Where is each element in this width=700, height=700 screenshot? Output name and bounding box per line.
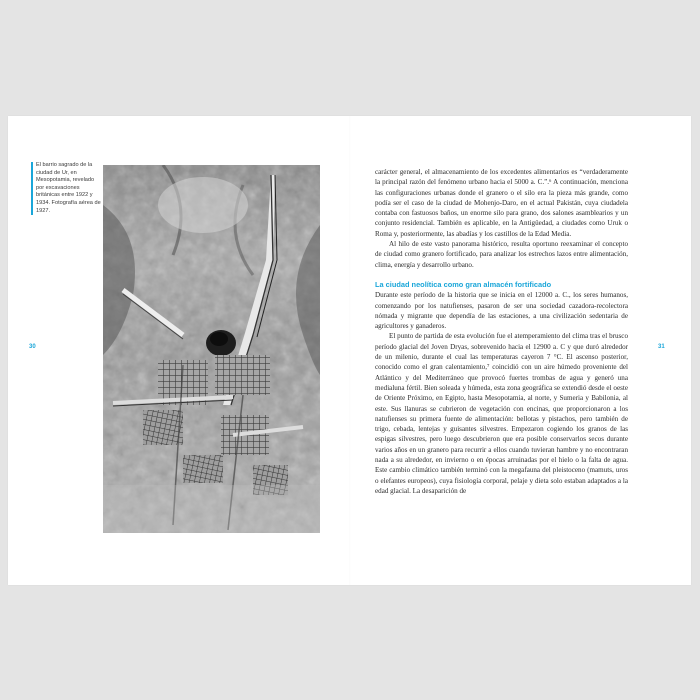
section-heading: La ciudad neolítica como gran almacén fortificado bbox=[375, 279, 552, 289]
book-spread bbox=[8, 116, 691, 585]
paragraph: El punto de partida de esta evolución fue el atemperamiento del clima tras el brusco período glacial del Joven Dryas, sobrevenido hacia el 12900 a. C y que duró alrededor de un milenio, durante el cual las temperaturas cayeron 7 °C. El ascenso posterior, conocido como el gran calentamiento,⁷ coincidió con un aire húmedo proveniente del Atlántico y del Mediterráneo que provocó fuertes trombas de agua y generó una medialuna fértil. Bien soleada y húmeda, esta zona geográfica se extendió desde el oeste de Oriente Próximo, en Egipto, hasta Mesopotamia, al norte, y Sumeria y Babilonia, al este. Sus llanuras se cubrieron de vegetación con encinas, que proporcionaron a los natufienses su primera fuente de alimentación: bellotas y pistachos, pero también de trigo, cebada, lentejas y guisantes silvestres. Empezaron cogiendo los granos de las espigas silvestres, pero luego descubrieron que era posible conservarlos secos durante varios años en un granero para recurrir a ellos cuando tuvieran hambre y no encontraran nada a su alrededor, en invierno o en épocas arruinadas por el hielo o la falta de agua. Este cambio climático también terminó con la megafauna del pleistoceno (mamuts, uros o elefantes europeos), cuya fisiología corporal, pelaje y dieta solo estaban adaptados a la edad glacial. La desaparición de bbox=[375, 332, 628, 495]
page-number-right: 31 bbox=[658, 344, 665, 350]
page-number-left: 30 bbox=[29, 344, 36, 350]
aerial-photo-image bbox=[103, 165, 320, 533]
paragraph: Al hilo de este vasto panorama histórico, resulta oportuno reexaminar el concepto de ciudad como granero fortificado, para analizar los estrechos lazos entre alimentación, clima, energía y desarrollo urbano. bbox=[375, 240, 628, 269]
body-text-column bbox=[375, 167, 628, 496]
paragraph: Durante este período de la historia que se inicia en el 12000 a. C., los seres humanos, comenzando por los natufienses, pasaron de ser una sociedad cazadora-recolectora nómada y migrante que dependía de las estaciones, a una civilización sedentaria de agricultores y ganaderos. bbox=[375, 291, 628, 331]
photo-caption: El barrio sagrado de la ciudad de Ur, en Mesopotamia, revelado por excavaciones británicas entre 1922 y 1934. Fotografía aérea de 1927. bbox=[31, 162, 102, 215]
paragraph: carácter general, el almacenamiento de los excedentes alimentarios es “verdaderamente la principal razón del fenómeno urbano hacia el 5000 a. C.”.⁶ A continuación, menciona las configuraciones urbanas donde el granero o el silo era la pieza más grande, como podía ser el caso de la ciudad de Mohenjo-Daro, en el actual Pakistán, cuya ciudadela contaba con fastuosos baños, un enorme silo para grano, dos salones asamblearios y un conjunto residencial. También es aplicable, en la Antigüedad, a ciudades como Uruk o Roma y, posteriormente, las abadías y los castillos de la Edad Media. bbox=[375, 168, 628, 238]
gutter-shadow bbox=[349, 116, 351, 585]
